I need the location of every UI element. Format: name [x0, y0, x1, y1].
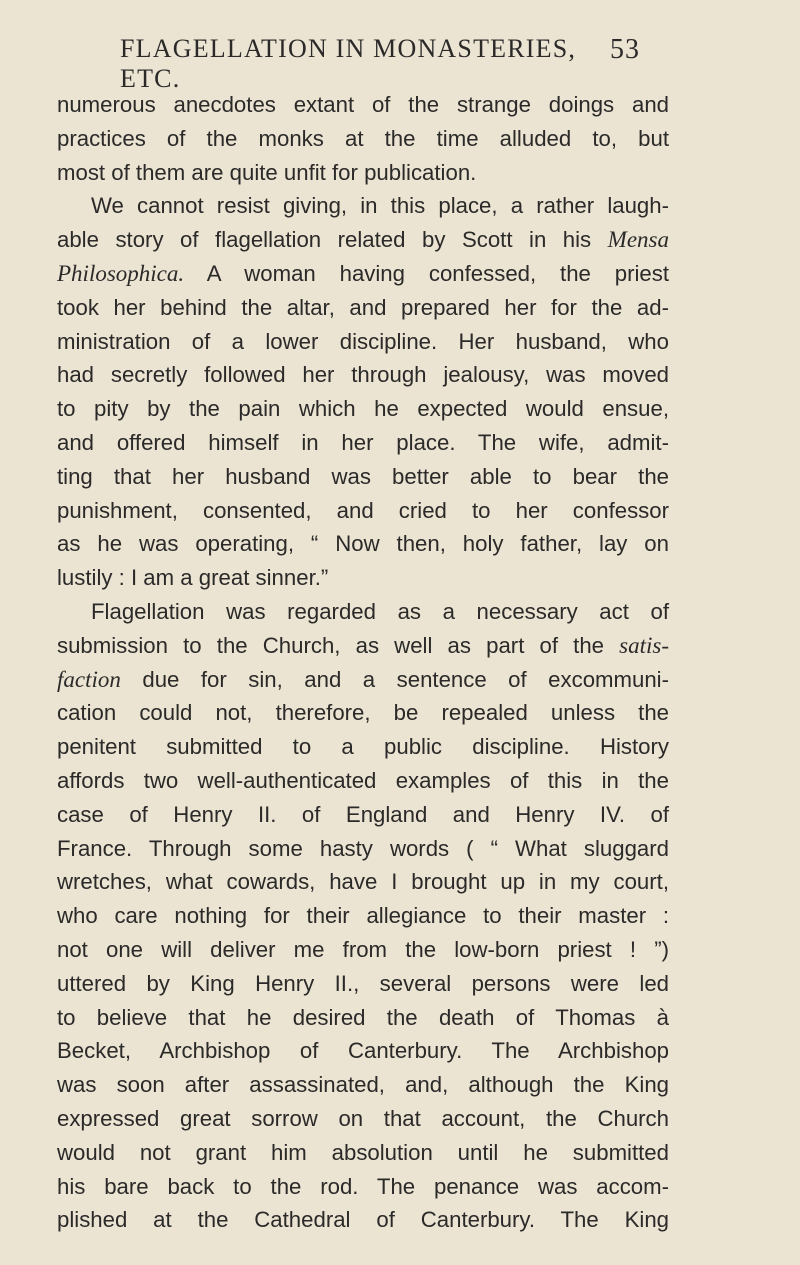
text-line — [57, 1203, 669, 1237]
line-text: and offered himself in her place. The wife, admit- — [57, 429, 669, 455]
text-line — [57, 494, 669, 528]
text-line — [57, 426, 669, 460]
body-text — [57, 88, 669, 1237]
italic-text: satis- — [619, 632, 669, 658]
text-line — [57, 730, 669, 764]
text-line — [57, 764, 669, 798]
text-line — [57, 967, 669, 1001]
line-text: We cannot resist giving, in this place, a rather laugh- — [91, 193, 669, 219]
line-text: practices of the monks at the time alluded to, but — [57, 125, 669, 151]
text-line — [57, 392, 669, 426]
text-line — [57, 832, 669, 866]
text-line — [57, 325, 669, 359]
line-text: his bare back to the rod. The penance was accom- — [57, 1173, 669, 1199]
line-text: numerous anecdotes extant of the strange doings and — [57, 92, 669, 117]
line-text: not one will deliver me from the low-born priest ! ”) — [57, 936, 669, 962]
line-text: to pity by the pain which he expected would ensue, — [57, 396, 669, 422]
text-line — [57, 899, 669, 933]
line-text: had secretly followed her through jealousy, was moved — [57, 362, 669, 388]
line-text: France. Through some hasty words ( “ What sluggard — [57, 835, 669, 861]
text-line — [57, 629, 669, 663]
text-line — [57, 1170, 669, 1204]
text-line — [57, 1001, 669, 1035]
text-line — [57, 291, 669, 325]
text-line — [57, 1068, 669, 1102]
text-line — [57, 189, 669, 223]
text-line — [57, 527, 669, 561]
line-text: expressed great sorrow on that account, the Church — [57, 1105, 669, 1131]
text-line — [57, 1102, 669, 1136]
running-head: FLAGELLATION IN MONASTERIES, ETC. — [120, 34, 577, 93]
line-text: would not grant him absolution until he submitted — [57, 1139, 669, 1165]
page-number: 53 — [610, 34, 640, 65]
line-text: to believe that he desired the death of Thomas à — [57, 1004, 669, 1030]
line-text: who care nothing for their allegiance to their master : — [57, 903, 669, 929]
line-text: ministration of a lower discipline. Her husband, who — [57, 328, 669, 354]
line-text: most of them are quite unfit for publication. — [57, 159, 477, 185]
line-text: plished at the Cathedral of Canterbury. The King — [57, 1207, 669, 1233]
line-text: wretches, what cowards, have I brought up in my court, — [57, 869, 669, 895]
line-text: lustily : I am a great sinner.” — [57, 565, 329, 591]
italic-text: Philosophica. — [57, 260, 185, 286]
line-text: able story of flagellation related by Scott in his — [57, 227, 608, 253]
text-line — [57, 156, 669, 190]
line-text: punishment, consented, and cried to her confessor — [57, 497, 669, 523]
line-text: as he was operating, “ Now then, holy father, lay on — [57, 531, 669, 557]
line-text: Flagellation was regarded as a necessary act of — [91, 598, 669, 624]
text-line — [57, 1136, 669, 1170]
line-text: penitent submitted to a public discipline. History — [57, 734, 669, 760]
line-text: cation could not, therefore, be repealed unless the — [57, 700, 669, 726]
text-line — [57, 88, 669, 122]
line-text: affords two well-authenticated examples of this in the — [57, 767, 669, 793]
text-line — [57, 1034, 669, 1068]
line-text: due for sin, and a sentence of excommuni- — [120, 666, 669, 692]
line-text: case of Henry II. of England and Henry IV. of — [57, 801, 669, 827]
line-text: uttered by King Henry II., several persons were led — [57, 970, 669, 996]
text-line — [57, 561, 669, 595]
text-line — [57, 595, 669, 629]
line-text: submission to the Church, as well as part of the — [57, 632, 620, 658]
page-header — [120, 34, 640, 93]
text-line — [57, 865, 669, 899]
italic-text: faction — [57, 666, 121, 692]
line-text: Becket, Archbishop of Canterbury. The Archbishop — [57, 1038, 669, 1064]
text-line — [57, 798, 669, 832]
text-line — [57, 257, 669, 291]
text-line — [57, 933, 669, 967]
text-line — [57, 358, 669, 392]
text-line — [57, 696, 669, 730]
line-text: took her behind the altar, and prepared her for the ad- — [57, 294, 669, 320]
line-text: A woman having confessed, the priest — [184, 260, 669, 286]
italic-text: Mensa — [607, 227, 669, 253]
text-line — [57, 460, 669, 494]
text-line — [57, 122, 669, 156]
line-text: was soon after assassinated, and, although the King — [57, 1072, 669, 1098]
line-text: ting that her husband was better able to bear the — [57, 463, 669, 489]
text-line — [57, 663, 669, 697]
text-line — [57, 223, 669, 257]
